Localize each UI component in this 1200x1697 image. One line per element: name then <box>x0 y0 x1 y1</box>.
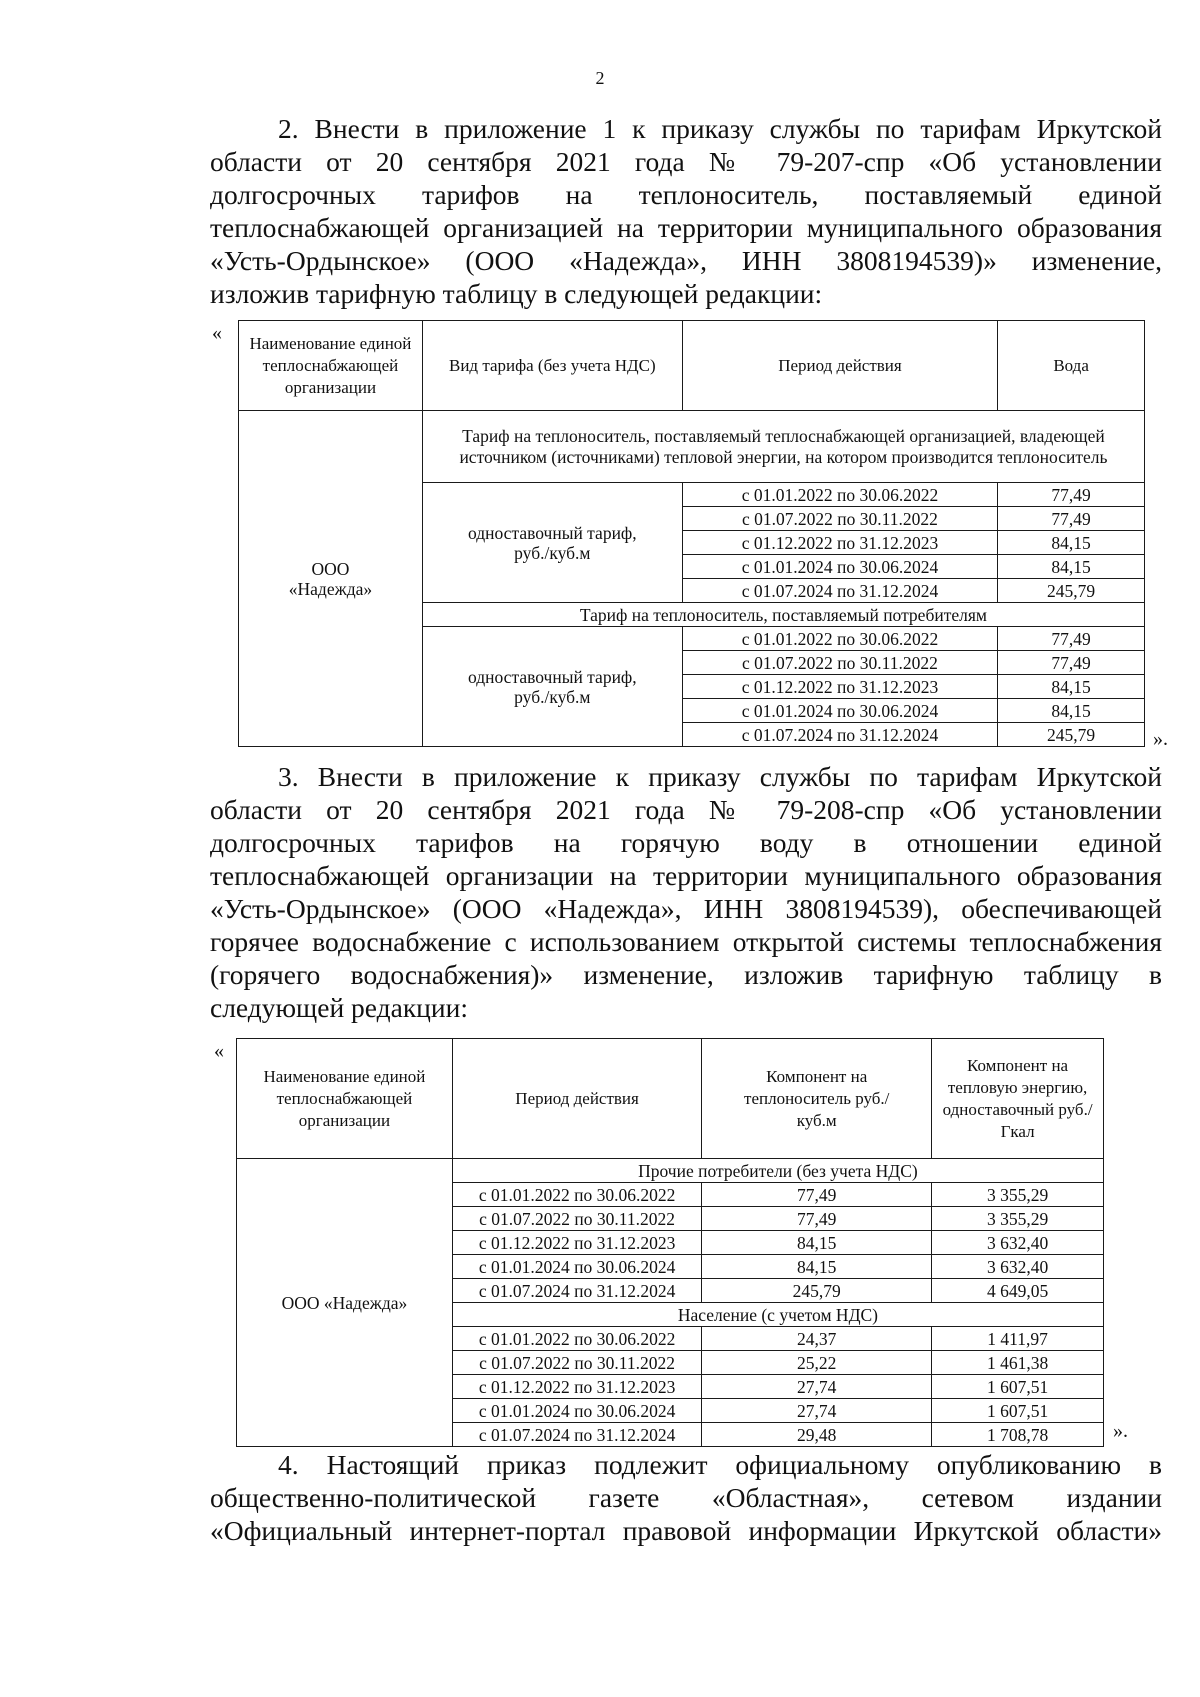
heat-cell: 4 649,05 <box>932 1279 1104 1303</box>
period-cell: с 01.07.2024 по 31.12.2024 <box>452 1423 701 1447</box>
paragraph-line: теплоснабжающей организации на территории муниципального образования <box>210 860 1162 891</box>
paragraph-line: горячее водоснабжение с использованием открытой системы теплоснабжения <box>210 926 1162 957</box>
coolant-cell: 27,74 <box>702 1399 932 1423</box>
period-cell: с 01.07.2022 по 30.11.2022 <box>682 507 997 531</box>
coolant-cell: 29,48 <box>702 1423 932 1447</box>
period-cell: с 01.07.2022 по 30.11.2022 <box>452 1351 701 1375</box>
tariff-table-2 <box>236 1038 1104 1447</box>
paragraph-line: области от 20 сентября 2021 года № 79-208-спр «Об установлении <box>210 794 1162 825</box>
heat-cell: 1 411,97 <box>932 1327 1104 1351</box>
header-coolant: Компонент на теплоноситель руб./куб.м <box>702 1039 932 1159</box>
value-cell: 77,49 <box>998 507 1145 531</box>
table1-close-quote: ». <box>1153 728 1168 750</box>
header-period: Период действия <box>452 1039 701 1159</box>
header-water: Вода <box>998 321 1145 411</box>
heat-cell: 1 607,51 <box>932 1375 1104 1399</box>
header-heat: Компонент на тепловую энергию, одноставочный руб./Гкал <box>932 1039 1104 1159</box>
value-cell: 84,15 <box>998 675 1145 699</box>
period-cell: с 01.07.2022 по 30.11.2022 <box>682 651 997 675</box>
tariff-label: одноставочный тариф, руб./куб.м <box>422 483 682 603</box>
paragraph-line: 2. Внести в приложение 1 к приказу службы по тарифам Иркутской <box>278 113 1162 144</box>
header-org: Наименование единой теплоснабжающей организации <box>239 321 423 411</box>
period-cell: с 01.12.2022 по 31.12.2023 <box>682 531 997 555</box>
period-cell: с 01.01.2024 по 30.06.2024 <box>452 1255 701 1279</box>
paragraph-line: 4. Настоящий приказ подлежит официальному опубликованию в <box>278 1449 1162 1480</box>
value-cell: 77,49 <box>998 651 1145 675</box>
value-cell: 84,15 <box>998 555 1145 579</box>
coolant-cell: 24,37 <box>702 1327 932 1351</box>
paragraph-line: долгосрочных тарифов на теплоноситель, поставляемый единой <box>210 179 1162 210</box>
coolant-cell: 27,74 <box>702 1375 932 1399</box>
period-cell: с 01.01.2022 по 30.06.2022 <box>682 627 997 651</box>
period-cell: с 01.07.2024 по 31.12.2024 <box>452 1279 701 1303</box>
paragraph-line: «Официальный интернет-портал правовой информации Иркутской области» <box>210 1515 1162 1546</box>
paragraph-4 <box>210 1448 1162 1547</box>
period-cell: с 01.01.2022 по 30.06.2022 <box>452 1183 701 1207</box>
value-cell: 245,79 <box>998 723 1145 747</box>
org-name-cell: ООО «Надежда» <box>239 411 423 747</box>
period-cell: с 01.07.2024 по 31.12.2024 <box>682 723 997 747</box>
coolant-cell: 77,49 <box>702 1207 932 1231</box>
period-cell: с 01.12.2022 по 31.12.2023 <box>452 1231 701 1255</box>
heat-cell: 3 632,40 <box>932 1231 1104 1255</box>
value-cell: 84,15 <box>998 699 1145 723</box>
coolant-cell: 84,15 <box>702 1231 932 1255</box>
section-header: Тариф на теплоноситель, поставляемый теплоснабжающей организацией, владеющей источником (источниками) тепловой энергии, на котором производится теплоноситель <box>422 411 1144 483</box>
paragraph-3 <box>210 760 1162 1024</box>
value-cell: 84,15 <box>998 531 1145 555</box>
paragraph-line: следующей редакции: <box>210 992 468 1023</box>
table1-open-quote: « <box>212 322 222 344</box>
tariff-label: одноставочный тариф, руб./куб.м <box>422 627 682 747</box>
period-cell: с 01.07.2022 по 30.11.2022 <box>452 1207 701 1231</box>
paragraph-line: 3. Внести в приложение к приказу службы по тарифам Иркутской <box>278 761 1162 792</box>
coolant-cell: 25,22 <box>702 1351 932 1375</box>
coolant-cell: 77,49 <box>702 1183 932 1207</box>
paragraph-line: области от 20 сентября 2021 года № 79-207-спр «Об установлении <box>210 146 1162 177</box>
section-header: Прочие потребители (без учета НДС) <box>452 1159 1103 1183</box>
period-cell: с 01.07.2024 по 31.12.2024 <box>682 579 997 603</box>
heat-cell: 1 708,78 <box>932 1423 1104 1447</box>
header-period: Период действия <box>682 321 997 411</box>
value-cell: 77,49 <box>998 627 1145 651</box>
heat-cell: 1 461,38 <box>932 1351 1104 1375</box>
period-cell: с 01.01.2024 по 30.06.2024 <box>452 1399 701 1423</box>
paragraph-2 <box>210 112 1162 310</box>
period-cell: с 01.01.2024 по 30.06.2024 <box>682 699 997 723</box>
section-header: Тариф на теплоноситель, поставляемый потребителям <box>422 603 1144 627</box>
value-cell: 245,79 <box>998 579 1145 603</box>
paragraph-line: «Усть-Ордынское» (ООО «Надежда», ИНН 3808194539)» изменение, <box>210 245 1162 276</box>
heat-cell: 3 355,29 <box>932 1183 1104 1207</box>
tariff-table-1 <box>238 320 1145 747</box>
heat-cell: 3 355,29 <box>932 1207 1104 1231</box>
paragraph-line: (горячего водоснабжения)» изменение, изложив тарифную таблицу в <box>210 959 1162 990</box>
paragraph-line: «Усть-Ордынское» (ООО «Надежда», ИНН 3808194539), обеспечивающей <box>210 893 1162 924</box>
paragraph-line: изложив тарифную таблицу в следующей редакции: <box>210 278 823 309</box>
coolant-cell: 245,79 <box>702 1279 932 1303</box>
header-org: Наименование единой теплоснабжающей организации <box>237 1039 453 1159</box>
coolant-cell: 84,15 <box>702 1255 932 1279</box>
heat-cell: 3 632,40 <box>932 1255 1104 1279</box>
org-name-cell: ООО «Надежда» <box>237 1159 453 1447</box>
table2-close-quote: ». <box>1113 1420 1128 1442</box>
period-cell: с 01.12.2022 по 31.12.2023 <box>452 1375 701 1399</box>
value-cell: 77,49 <box>998 483 1145 507</box>
paragraph-line: теплоснабжающей организацией на территории муниципального образования <box>210 212 1162 243</box>
period-cell: с 01.01.2022 по 30.06.2022 <box>452 1327 701 1351</box>
period-cell: с 01.01.2022 по 30.06.2022 <box>682 483 997 507</box>
heat-cell: 1 607,51 <box>932 1399 1104 1423</box>
page-number: 2 <box>595 68 605 88</box>
paragraph-line: общественно-политической газете «Областная», сетевом издании <box>210 1482 1162 1513</box>
period-cell: с 01.01.2024 по 30.06.2024 <box>682 555 997 579</box>
table2-open-quote: « <box>214 1040 224 1062</box>
section-header: Население (с учетом НДС) <box>452 1303 1103 1327</box>
paragraph-line: долгосрочных тарифов на горячую воду в отношении единой <box>210 827 1162 858</box>
period-cell: с 01.12.2022 по 31.12.2023 <box>682 675 997 699</box>
header-tariff-type: Вид тарифа (без учета НДС) <box>422 321 682 411</box>
